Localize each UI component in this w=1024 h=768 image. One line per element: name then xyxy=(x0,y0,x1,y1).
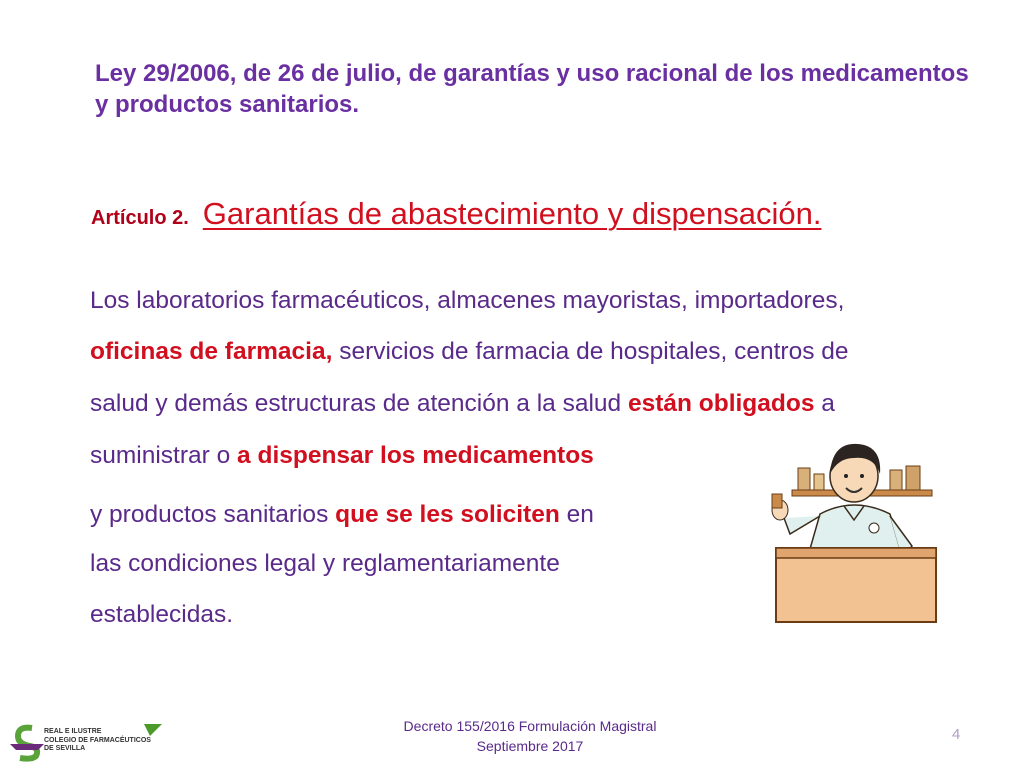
body-line-4 xyxy=(90,442,594,470)
body-line-5 xyxy=(90,501,594,529)
slide-title: Ley 29/2006, de 26 de julio, de garantías y uso racional de los medicamentos y productos sanitarios. xyxy=(95,60,969,118)
logo-line-3: DE SEVILLA xyxy=(44,745,86,752)
footer xyxy=(340,716,720,756)
logo-line-2: COLEGIO DE FARMACÉUTICOS xyxy=(44,736,151,744)
body-line-7: establecidas. xyxy=(90,601,234,628)
article-heading xyxy=(91,196,821,232)
pharmacist-at-counter-icon xyxy=(762,436,942,626)
highlight-obligados: están obligados xyxy=(627,390,815,417)
body-line-3-b: a xyxy=(814,390,835,417)
body-line-5-b: en xyxy=(559,501,594,528)
body-line-6: las condiciones legal y reglamentariamente xyxy=(90,550,560,577)
article-label: Artículo 2. xyxy=(91,207,189,229)
body-line-3 xyxy=(90,390,835,418)
footer-line-2: Septiembre 2017 xyxy=(476,738,584,754)
highlight-dispensar: a dispensar los medicamentos xyxy=(237,442,594,469)
highlight-oficinas: oficinas de farmacia, xyxy=(90,338,333,365)
logo-text xyxy=(44,728,151,754)
body-line-5-a: y productos sanitarios xyxy=(90,501,336,528)
page-number: 4 xyxy=(952,726,961,743)
article-title: Garantías de abastecimiento y dispensación. xyxy=(202,196,822,231)
highlight-soliciten: que se les soliciten xyxy=(335,501,560,528)
body-line-2-rest: servicios de farmacia de hospitales, centros de xyxy=(332,338,849,365)
logo-line-1: REAL E ILUSTRE xyxy=(44,728,102,735)
body-line-1: Los laboratorios farmacéuticos, almacenes mayoristas, importadores, xyxy=(90,287,845,314)
body-line-3-a: salud y demás estructuras de atención a la salud xyxy=(90,390,628,417)
body-line-4-a: suministrar o xyxy=(90,442,238,469)
body-line-2 xyxy=(90,338,849,366)
footer-line-1: Decreto 155/2016 Formulación Magistral xyxy=(403,718,657,734)
